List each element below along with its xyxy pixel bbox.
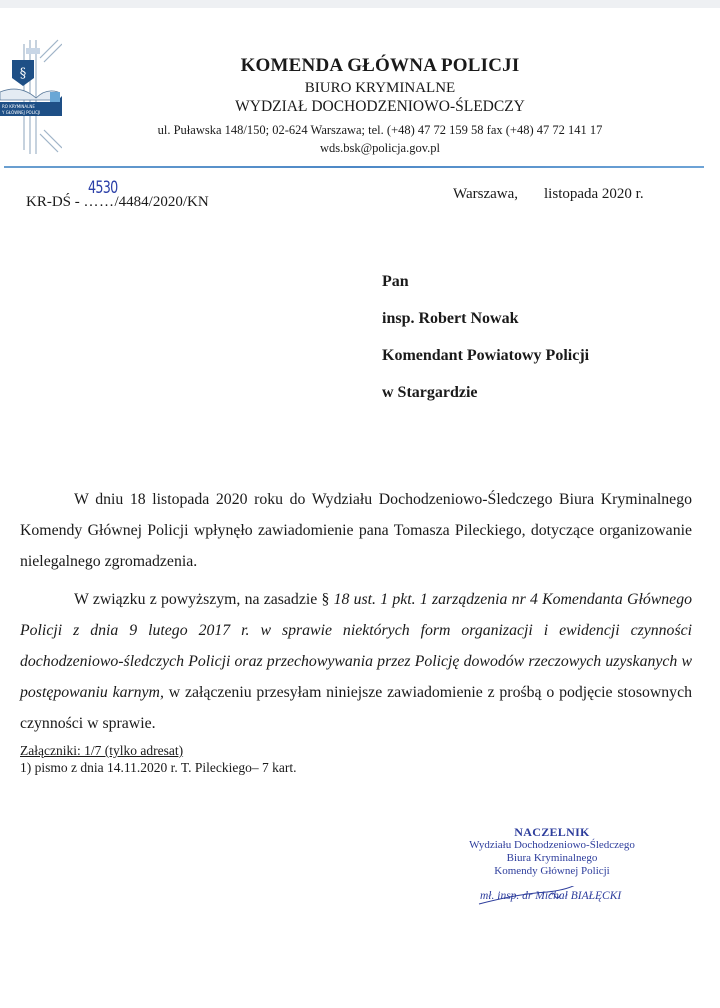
svg-text:§: §: [19, 66, 27, 81]
stamp-line-2: Biura Kryminalnego: [506, 852, 598, 864]
paragraph-2-end: w załączeniu przesyłam niniejsze zawiadomienie z prośbą o podjęcie stosownych czynności w sprawie.: [20, 684, 692, 732]
letterhead-address: ul. Puławska 148/150; 02-624 Warszawa; tel. (+48) 47 72 159 58 fax (+48) 47 72 141 17: [157, 123, 603, 137]
attachment-item: 1) pismo z dnia 14.11.2020 r. T. Pileckiego– 7 kart.: [20, 760, 297, 775]
body-paragraph-2: [20, 584, 692, 739]
addressee-salutation: Pan: [382, 273, 409, 290]
stamp-line-3: Komendy Głównej Policji: [494, 865, 610, 877]
paragraph-2-start: W związku z powyższym, na zasadzie §: [74, 591, 334, 608]
addressee-title: Komendant Powiatowy Policji: [382, 347, 590, 364]
stamp-title: NACZELNIK: [514, 825, 590, 839]
paragraph-1-text: W dniu 18 listopada 2020 roku do Wydziału Dochodzeniowo-Śledczego Biura Kryminalnego Komendy Głównej Policji wpłynęło zawiadomienie pana Tomasza Pileckiego, dotyczące organizowanie nielegalnego zgromadzenia.: [20, 491, 692, 570]
body-paragraph-1: [20, 484, 692, 577]
svg-text:Y GŁÓWNEJ POLICJI: Y GŁÓWNEJ POLICJI: [2, 110, 41, 115]
addressee-name: insp. Robert Nowak: [382, 310, 519, 327]
addressee-location: w Stargardzie: [382, 384, 478, 401]
letterhead-divider: [4, 166, 704, 168]
attachments-heading: Załączniki: 1/7 (tylko adresat): [20, 743, 184, 758]
reference-prefix: KR-DŚ -: [26, 194, 84, 210]
letterhead-email: wds.bsk@policja.gov.pl: [319, 141, 441, 155]
reference-dots: ……: [83, 194, 115, 210]
letterhead-bureau: BIURO KRYMINALNE: [304, 80, 456, 96]
handwritten-number: 4530: [88, 178, 118, 198]
date: listopada 2020 r.: [544, 186, 644, 202]
attachments-block: [20, 742, 296, 776]
stamp-line-1: Wydziału Dochodzeniowo-Śledczego: [469, 839, 635, 851]
place-date: [453, 186, 644, 203]
letterhead-title: KOMENDA GŁÓWNA POLICJI: [240, 55, 520, 76]
letterhead-division: WYDZIAŁ DOCHODZENIOWO-ŚLEDCZY: [235, 98, 525, 115]
top-strip: [0, 0, 720, 8]
signature-scribble-icon: [477, 886, 617, 906]
stamp-signatory: mł. insp. dr Michał BIAŁĘCKI: [480, 890, 622, 902]
reference-suffix: /4484/2020/KN: [114, 194, 209, 210]
place: Warszawa,: [453, 186, 519, 202]
svg-text:RO KRYMINALNE: RO KRYMINALNE: [2, 104, 35, 109]
legal-basis-citation: 18 ust. 1 pkt. 1 zarządzenia nr 4 Komendanta Głównego Policji z dnia 9 lutego 2017 r. w sprawie niektórych form organizacji i ewidencji czynności dochodzeniowo-śledczych Policji oraz przechowywania przez Policję dowodów rzeczowych uzyskanych w postępowaniu karnym,: [20, 591, 692, 701]
addressee-block: [382, 272, 589, 420]
